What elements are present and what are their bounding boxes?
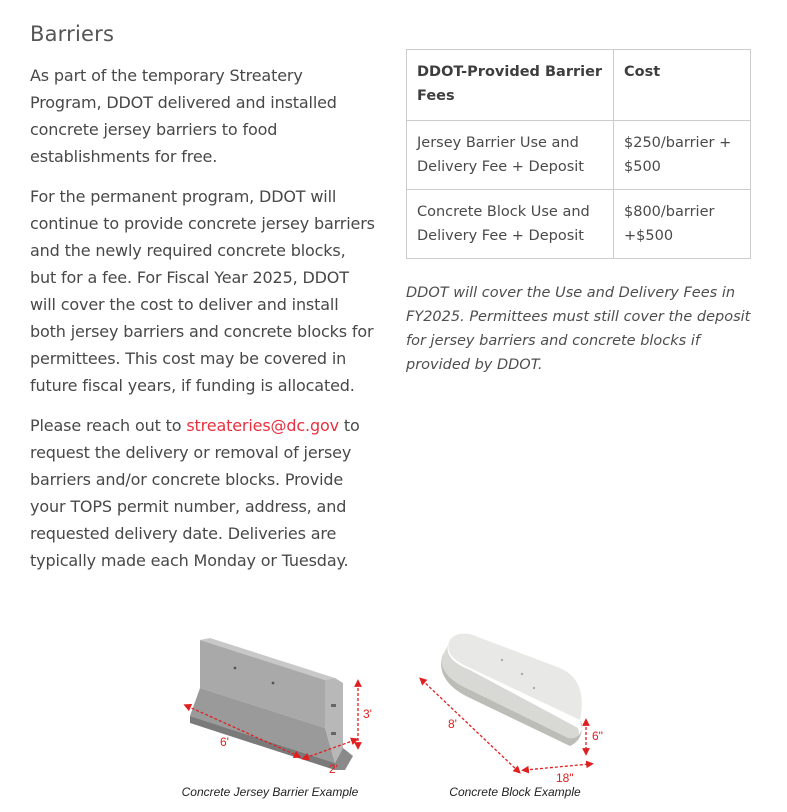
- width-label: 18": [556, 771, 574, 783]
- height-label: 6": [592, 729, 603, 743]
- email-link[interactable]: streateries@dc.gov: [186, 416, 339, 435]
- table-header-row: [407, 50, 751, 121]
- contact-paragraph: [30, 412, 375, 574]
- fee-note: DDOT will cover the Use and Delivery Fees in FY2025. Permittees must still cover the deposit for jersey barriers and concrete blocks if provided by DDOT.: [406, 285, 751, 373]
- contact-text-before: Please reach out to: [30, 416, 187, 435]
- contact-text-after: to request the delivery or removal of jersey barriers and/or concrete blocks. Provide your TOPS permit number, address, and requested delivery date. Deliveries are typically made each Monday or Tuesday.: [30, 416, 360, 570]
- fee-name-cell: Jersey Barrier Use and Delivery Fee + Deposit: [407, 121, 614, 190]
- jersey-barrier-image: [165, 628, 375, 783]
- concrete-block-caption: Concrete Block Example: [449, 785, 581, 799]
- fee-name-cell: Concrete Block Use and Delivery Fee + Deposit: [407, 190, 614, 259]
- fee-table: [406, 49, 751, 259]
- width-label: 2': [329, 762, 338, 776]
- height-label: 3': [363, 707, 372, 721]
- concrete-block-figure: [410, 628, 620, 799]
- permanent-program-paragraph: For the permanent program, DDOT will continue to provide concrete jersey barriers and the newly required concrete blocks, but for a fee. For Fiscal Year 2025, DDOT will cover the cost to deliver and install both jersey barriers and concrete blocks for permittees. This cost may be covered in future fiscal years, if funding is allocated.: [30, 187, 375, 395]
- intro-paragraph: As part of the temporary Streatery Program, DDOT delivered and installed concrete jersey barriers to food establishments for free.: [30, 66, 337, 166]
- jersey-barrier-caption: Concrete Jersey Barrier Example: [181, 785, 359, 799]
- table-row: [407, 190, 751, 259]
- length-label: 8': [448, 717, 457, 731]
- section-heading: Barriers: [30, 22, 115, 46]
- jersey-barrier-figure: [165, 628, 375, 799]
- column-header-cost: Cost: [614, 50, 751, 121]
- length-label: 6': [220, 735, 229, 749]
- column-header-fees: DDOT-Provided Barrier Fees: [407, 50, 614, 121]
- concrete-block-image: [410, 628, 620, 783]
- fee-cost-cell: $800/barrier +$500: [614, 190, 751, 259]
- fee-cost-cell: $250/barrier + $500: [614, 121, 751, 190]
- left-column: [30, 62, 375, 587]
- table-row: [407, 121, 751, 190]
